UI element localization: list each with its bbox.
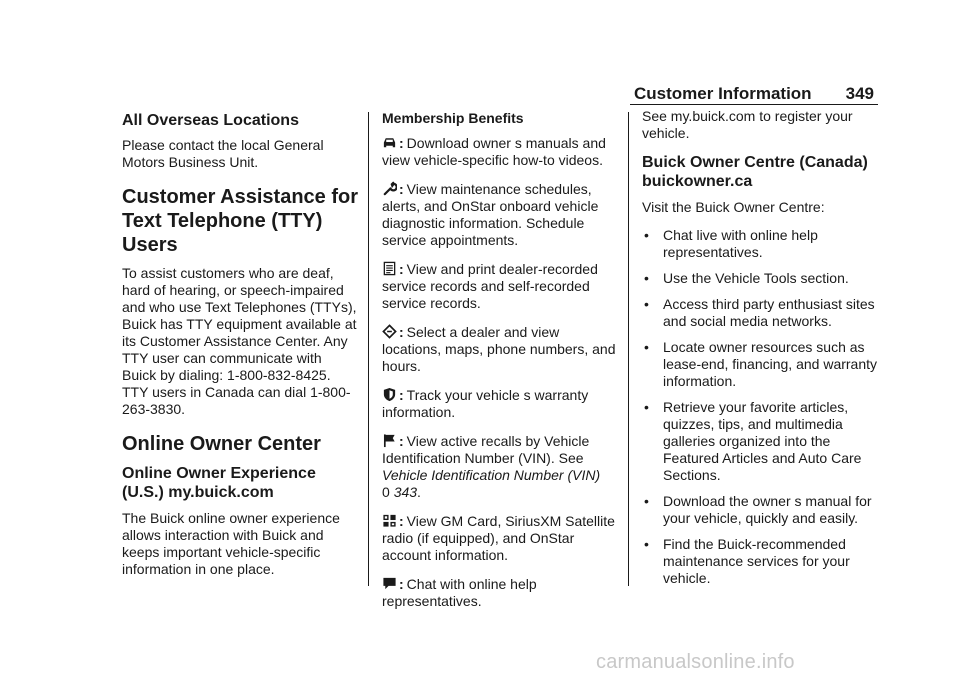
header-rule [630,104,878,105]
paragraph-online-experience: The Buick online owner experience allows interaction with Buick and keeps important vehicle-specific information in one place. [122,510,340,577]
paragraph-visit: Visit the Buick Owner Centre: [642,199,825,215]
list-item [642,296,878,330]
benefit-text: View and print dealer-recorded service records and self-recorded service records. [382,261,598,311]
list-item [642,227,878,261]
page-ref-arrow: 0 [382,484,390,500]
benefit-colon: : [399,181,404,197]
bullet-marker: • [644,227,649,243]
benefit-colon: : [399,576,404,592]
benefit-item [382,433,618,501]
cross-reference-link[interactable]: Vehicle Identification Number (VIN) [382,467,601,483]
benefit-colon: : [399,433,404,449]
heading-online-experience: Online Owner Experience (U.S.) my.buick.com [122,465,316,501]
benefit-item [382,181,618,249]
heading-buick-owner-centre: Buick Owner Centre (Canada) buickowner.ca [642,154,868,190]
bullet-marker: • [644,493,649,509]
benefit-colon: : [399,324,404,340]
column-divider-2 [628,112,629,586]
benefit-item [382,324,618,375]
benefit-colon: : [399,135,404,151]
heading-overseas: All Overseas Locations [122,112,299,129]
list-item-text: Locate owner resources such as lease-end, financing, and warranty information. [663,339,878,389]
list-item-text: Download the owner s manual for your vehicle, quickly and easily. [663,493,872,526]
paragraph-overseas: Please contact the local General Motors Business Unit. [122,137,324,170]
wrench-icon [382,181,397,196]
paragraph-tty: To assist customers who are deaf, hard of hearing, or speech-impaired and who use Text Telephones (TTYs), Buick has TTY equipment available at its Customer Assistance Center. Any TTY user can communicate with Buick by dialing: 1-800-832-8425. TTY users in Canada can dial 1-800-263-3830. [122,265,357,417]
section-title: Customer Information [634,84,812,103]
benefit-text: View GM Card, SiriusXM Satellite radio (if equipped), and OnStar account information. [382,513,615,563]
bullet-marker: • [644,296,649,312]
dealer-locator-icon [382,324,397,339]
benefit-text: Track your vehicle s warranty information. [382,387,589,420]
watermark-text: carmanualsonline.info [596,651,795,673]
recall-flag-icon [382,433,397,448]
page-number: 349 [845,84,874,103]
list-item [642,339,878,390]
bullet-marker: • [644,339,649,355]
list-item-text: Chat live with online help representatives. [663,227,818,260]
list-item [642,493,878,527]
column-left [122,108,358,589]
benefit-text: View maintenance schedules, alerts, and OnStar onboard vehicle diagnostic information. Schedule service appointments. [382,181,599,248]
benefit-item [382,513,618,564]
chat-icon [382,576,397,591]
column-middle [382,108,618,622]
benefit-text: Download owner s manuals and view vehicle-specific how-to videos. [382,135,606,168]
page-ref-period: . [417,484,421,500]
car-icon [382,135,397,150]
warranty-shield-icon [382,387,397,402]
benefit-item [382,135,618,169]
benefit-colon: : [399,261,404,277]
benefit-text: Chat with online help representatives. [382,576,537,609]
list-item [642,536,878,587]
benefit-colon: : [399,387,404,403]
account-icon [382,513,397,528]
heading-membership-benefits: Membership Benefits [382,110,524,126]
bullet-marker: • [644,270,649,286]
document-icon [382,261,397,276]
page-header [634,82,874,106]
benefit-item [382,387,618,421]
benefit-item [382,261,618,312]
bullet-marker: • [644,399,649,415]
bullet-marker: • [644,536,649,552]
list-item [642,399,878,484]
paragraph-register: See my.buick.com to register your vehicle. [642,108,853,141]
benefit-text: View active recalls by Vehicle Identification Number (VIN). See [382,433,590,466]
benefit-colon: : [399,513,404,529]
heading-tty: Customer Assistance for Text Telephone (TTY) Users [122,186,358,256]
column-right [642,108,878,596]
owner-centre-list [642,227,878,587]
list-item [642,270,878,287]
page-reference[interactable]: 343 [393,484,418,500]
list-item-text: Use the Vehicle Tools section. [663,270,849,286]
benefit-text: Select a dealer and view locations, maps, phone numbers, and hours. [382,324,616,374]
list-item-text: Access third party enthusiast sites and social media networks. [663,296,875,329]
heading-online-owner-center: Online Owner Center [122,433,321,455]
column-divider-1 [368,112,369,586]
list-item-text: Find the Buick-recommended maintenance services for your vehicle. [663,536,850,586]
list-item-text: Retrieve your favorite articles, quizzes, tips, and multimedia galleries organized into the Featured Articles and Auto Care Sections. [663,399,862,483]
benefit-item [382,576,618,610]
